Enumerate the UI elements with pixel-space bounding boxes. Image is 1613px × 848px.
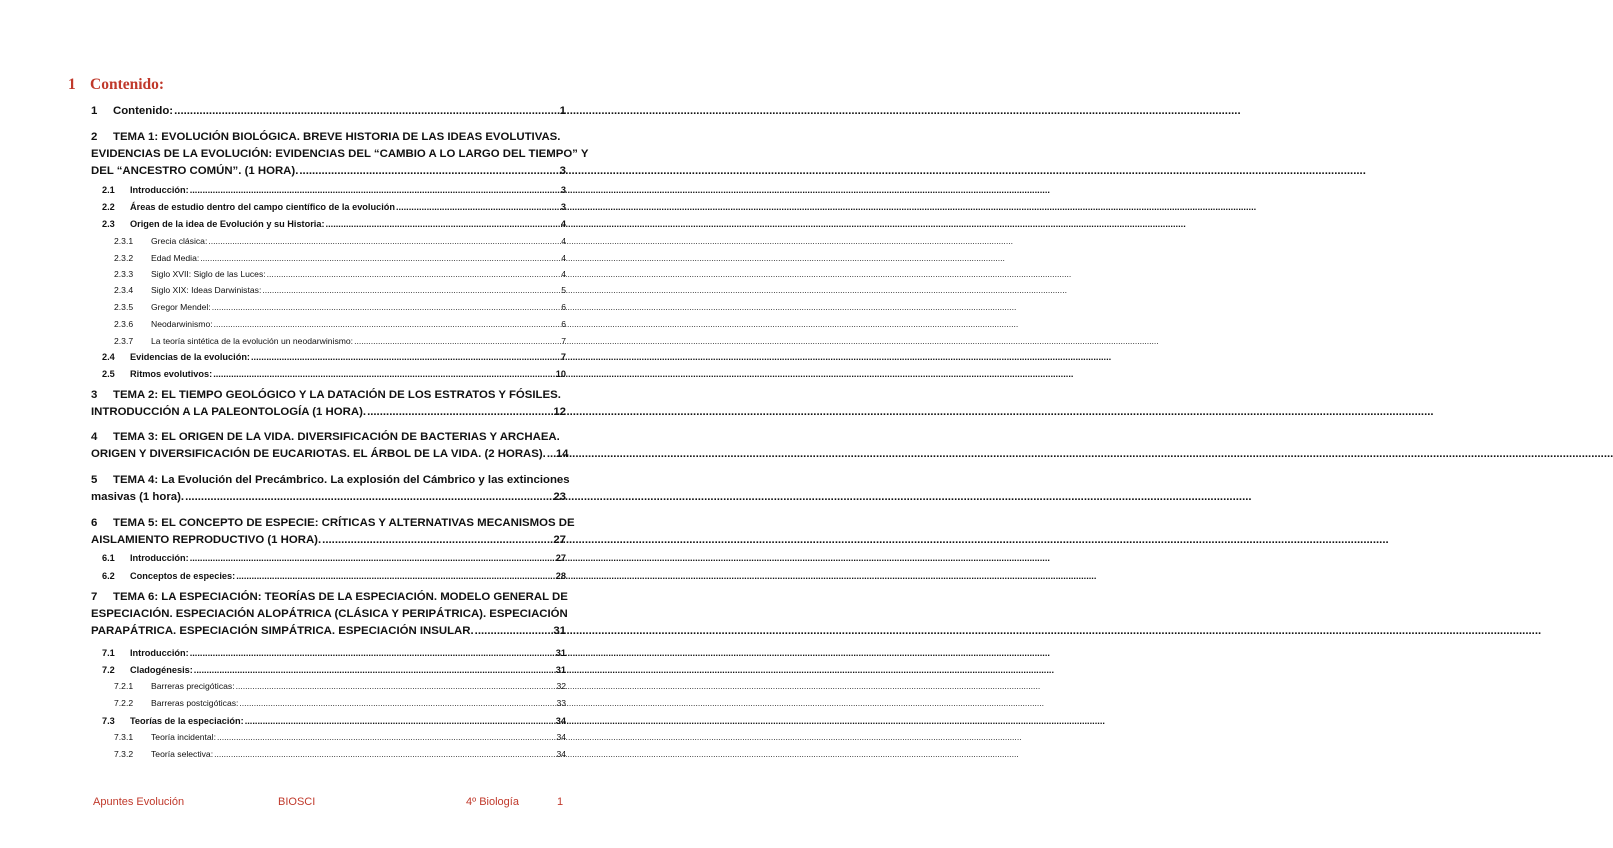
toc-entry-page-number: 27	[555, 553, 566, 563]
toc-entry-line	[114, 336, 566, 346]
toc-entry-line	[102, 202, 566, 212]
toc-entry-line	[114, 269, 566, 279]
toc-entry-line	[114, 732, 566, 742]
toc-entry-text: Barreras precigóticas:	[151, 681, 235, 691]
toc-entry-page-number: 34	[556, 732, 566, 742]
footer-center: BIOSCI	[278, 796, 316, 808]
footer-left: Apuntes Evolución	[93, 796, 185, 808]
toc-entry-text: Cladogénesis:	[130, 665, 193, 675]
toc-leader-dots	[236, 681, 556, 691]
toc-leader-dots	[322, 534, 552, 546]
toc-entry-page-number: 31	[553, 625, 566, 638]
toc-entry-text: Ritmos evolutivos:	[130, 369, 213, 379]
toc-entry-line	[91, 389, 561, 401]
toc-entry-text: ESPECIACIÓN. ESPECIACIÓN ALOPÁTRICA (CLÁSICA Y PERIPÁTRICA). ESPECIACIÓN	[91, 608, 568, 621]
toc-entry-number: 2.3.7	[114, 336, 134, 346]
toc-leader-dots	[547, 448, 555, 460]
toc-entry-number: 2.3.1	[114, 236, 134, 246]
toc-leader-dots	[174, 105, 559, 117]
toc-leader-dots	[326, 219, 560, 229]
toc-entry-number: 2.3	[102, 219, 115, 229]
toc-entry-page-number: 4	[561, 269, 566, 279]
toc-entry-text: EVIDENCIAS DE LA EVOLUCIÓN: EVIDENCIAS DEL “CAMBIO A LO LARGO DEL TIEMPO” Y	[91, 148, 589, 161]
toc-entry-text: Barreras postcigóticas:	[151, 698, 239, 708]
toc-leader-dots	[299, 165, 558, 177]
toc-entry-line	[102, 665, 566, 675]
toc-entry-line	[91, 105, 566, 117]
toc-entry-text: Contenido:	[113, 105, 174, 117]
toc-entry-line	[91, 474, 570, 486]
toc-entry-page-number: 14	[555, 448, 569, 461]
toc-leader-dots	[194, 665, 555, 675]
toc-entry-number: 7.3	[102, 716, 115, 726]
toc-entry-text: Origen de la idea de Evolución y su Historia:	[130, 219, 325, 229]
toc-entry-line	[102, 716, 566, 726]
toc-leader-dots	[267, 269, 561, 279]
toc-entry-page-number: 23	[553, 491, 566, 504]
toc-entry-line	[114, 698, 566, 708]
toc-entry-line	[114, 285, 566, 295]
toc-heading-number: 1	[68, 76, 76, 93]
toc-entry-text: Gregor Mendel:	[151, 302, 211, 312]
toc-leader-dots	[236, 571, 555, 581]
toc-entry-text: Introducción:	[130, 185, 189, 195]
toc-leader-dots	[239, 698, 555, 708]
toc-entry-number: 2.3.5	[114, 302, 134, 312]
toc-entry-line	[102, 185, 566, 195]
toc-entry-page-number: 12	[553, 406, 566, 419]
toc-entry-text: Teoría incidental:	[151, 732, 216, 742]
toc-entry-text: Evidencias de la evolución:	[130, 352, 250, 362]
toc-entry-page-number: 34	[556, 749, 566, 759]
toc-entry-number: 7.3.2	[114, 749, 134, 759]
toc-entry-text: Grecia clásica:	[151, 236, 208, 246]
toc-leader-dots	[208, 236, 560, 246]
toc-entry-page-number: 3	[560, 185, 566, 195]
toc-entry-text: Neodarwinismo:	[151, 319, 213, 329]
toc-entry-number: 2.4	[102, 352, 115, 362]
toc-leader-dots	[245, 716, 555, 726]
toc-entry-text: AISLAMIENTO REPRODUCTIVO (1 HORA).	[91, 534, 322, 547]
toc-entry-page-number: 32	[556, 681, 566, 691]
toc-entry-page-number: 31	[555, 665, 566, 675]
toc-leader-dots	[262, 285, 560, 295]
toc-entry-text: Siglo XVII: Siglo de las Luces:	[151, 269, 266, 279]
toc-entry-page-number: 34	[555, 716, 566, 726]
toc-leader-dots	[367, 406, 552, 418]
toc-entry-line	[91, 131, 560, 143]
toc-leader-dots	[475, 625, 553, 637]
toc-entry-number: 7.1	[102, 648, 115, 658]
toc-entry-number: 7.2.2	[114, 698, 134, 708]
toc-entry-line	[102, 553, 566, 563]
toc-entry-number: 7.3.1	[114, 732, 134, 742]
toc-leader-dots	[217, 732, 555, 742]
toc-entry-line	[102, 648, 566, 658]
toc-leader-dots	[200, 253, 560, 263]
toc-heading	[68, 76, 164, 94]
toc-entry-text: TEMA 1: EVOLUCIÓN BIOLÓGICA. BREVE HISTORIA DE LAS IDEAS EVOLUTIVAS.	[113, 131, 561, 143]
toc-entry-number: 6.2	[102, 571, 115, 581]
toc-leader-dots	[396, 202, 560, 212]
toc-entry-text: Introducción:	[130, 648, 189, 658]
toc-entry-text: Edad Media:	[151, 253, 200, 263]
toc-leader-dots	[213, 369, 555, 379]
toc-entry-line	[91, 534, 566, 546]
toc-entry-text: Conceptos de especies:	[130, 571, 236, 581]
toc-entry-text: Introducción:	[130, 553, 189, 563]
toc-entry-number: 2.3.2	[114, 253, 134, 263]
toc-entry-line	[114, 236, 566, 246]
toc-entry-line	[102, 369, 566, 379]
toc-entry-line	[114, 253, 566, 263]
toc-leader-dots	[212, 302, 561, 312]
toc-entry-line	[114, 319, 566, 329]
toc-entry-number: 1	[91, 105, 98, 117]
toc-entry-page-number: 28	[555, 571, 566, 581]
toc-entry-page-number: 4	[561, 253, 566, 263]
toc-entry-line	[91, 591, 568, 603]
toc-entry-number: 2.3.4	[114, 285, 134, 295]
toc-heading-title: Contenido:	[90, 76, 165, 93]
toc-entry-text: Áreas de estudio dentro del campo científico de la evolución	[130, 202, 395, 212]
toc-entry-page-number: 31	[555, 648, 566, 658]
toc-entry-text: PARAPÁTRICA. ESPECIACIÓN SIMPÁTRICA. ESPECIACIÓN INSULAR.	[91, 625, 474, 638]
toc-entry-page-number: 4	[561, 236, 566, 246]
toc-entry-line	[102, 219, 566, 229]
toc-entry-text: Teoría selectiva:	[151, 749, 214, 759]
toc-entry-line	[114, 681, 566, 691]
toc-entry-page-number: 5	[561, 285, 566, 295]
toc-entry-number: 2	[91, 131, 98, 143]
toc-entry-page-number: 1	[559, 105, 566, 117]
toc-entry-page-number: 4	[560, 219, 566, 229]
toc-entry-text: Siglo XIX: Ideas Darwinistas:	[151, 285, 262, 295]
toc-entry-line	[102, 352, 566, 362]
toc-entry-page-number: 10	[555, 369, 566, 379]
toc-entry-number: 7.2	[102, 665, 115, 675]
toc-entry-line	[114, 749, 566, 759]
toc-entry-number: 7	[91, 591, 98, 603]
toc-entry-page-number: 6	[561, 302, 566, 312]
toc-entry-text: DEL “ANCESTRO COMÚN”. (1 HORA).	[91, 165, 299, 178]
toc-entry-line	[91, 491, 566, 503]
toc-entry-text: TEMA 2: EL TIEMPO GEOLÓGICO Y LA DATACIÓN DE LOS ESTRATOS Y FÓSILES.	[113, 389, 561, 401]
footer-right: 4º Biología	[466, 796, 519, 808]
toc-entry-line	[91, 608, 568, 620]
toc-entry-number: 2.1	[102, 185, 115, 195]
toc-entry-number: 2.2	[102, 202, 115, 212]
toc-leader-dots	[354, 336, 560, 346]
toc-entry-text: masivas (1 hora).	[91, 491, 185, 504]
toc-leader-dots	[190, 553, 555, 563]
toc-entry-page-number: 27	[553, 534, 566, 547]
toc-entry-line	[91, 448, 569, 461]
toc-entry-number: 2.3.3	[114, 269, 134, 279]
toc-entry-line	[91, 431, 560, 443]
toc-leader-dots	[214, 319, 561, 329]
toc-leader-dots	[251, 352, 560, 362]
toc-entry-number: 2.5	[102, 369, 115, 379]
toc-entry-line	[102, 571, 566, 581]
toc-entry-number: 7.2.1	[114, 681, 134, 691]
toc-entry-number: 2.3.6	[114, 319, 134, 329]
toc-entry-text: ORIGEN Y DIVERSIFICACIÓN DE EUCARIOTAS. EL ÁRBOL DE LA VIDA. (2 HORAS).	[91, 448, 546, 461]
toc-entry-page-number: 7	[561, 336, 566, 346]
toc-entry-line	[91, 625, 566, 637]
toc-entry-line	[91, 148, 588, 160]
toc-entry-text: TEMA 5: EL CONCEPTO DE ESPECIE: CRÍTICAS Y ALTERNATIVAS MECANISMOS DE	[113, 517, 575, 529]
toc-entry-line	[91, 406, 566, 418]
toc-entry-number: 6	[91, 517, 98, 529]
toc-entry-page-number: 33	[556, 698, 566, 708]
toc-entry-number: 3	[91, 389, 98, 401]
toc-entry-line	[91, 165, 566, 177]
toc-entry-text: TEMA 6: LA ESPECIACIÓN: TEORÍAS DE LA ESPECIACIÓN. MODELO GENERAL DE	[113, 591, 568, 603]
toc-entry-line	[114, 302, 566, 312]
toc-leader-dots	[190, 185, 560, 195]
toc-entry-text: TEMA 3: EL ORIGEN DE LA VIDA. DIVERSIFICACIÓN DE BACTERIAS Y ARCHAEA.	[113, 431, 560, 443]
toc-entry-text: La teoría sintética de la evolución un neodarwinismo:	[151, 336, 354, 346]
toc-entry-number: 4	[91, 431, 98, 443]
toc-leader-dots	[185, 491, 552, 503]
toc-entry-page-number: 7	[560, 352, 566, 362]
toc-entry-page-number: 3	[560, 202, 566, 212]
footer-page-number: 1	[557, 796, 564, 808]
toc-entry-text: Teorías de la especiación:	[130, 716, 244, 726]
toc-entry-line	[91, 517, 575, 529]
toc-entry-page-number: 6	[561, 319, 566, 329]
toc-entry-text: TEMA 4: La Evolución del Precámbrico. La explosión del Cámbrico y las extinciones	[113, 474, 570, 486]
toc-entry-number: 6.1	[102, 553, 115, 563]
toc-entry-number: 5	[91, 474, 98, 486]
toc-entry-page-number: 3	[559, 165, 566, 178]
toc-entry-text: INTRODUCCIÓN A LA PALEONTOLOGÍA (1 HORA).	[91, 406, 367, 419]
toc-leader-dots	[214, 749, 555, 759]
toc-leader-dots	[190, 648, 555, 658]
